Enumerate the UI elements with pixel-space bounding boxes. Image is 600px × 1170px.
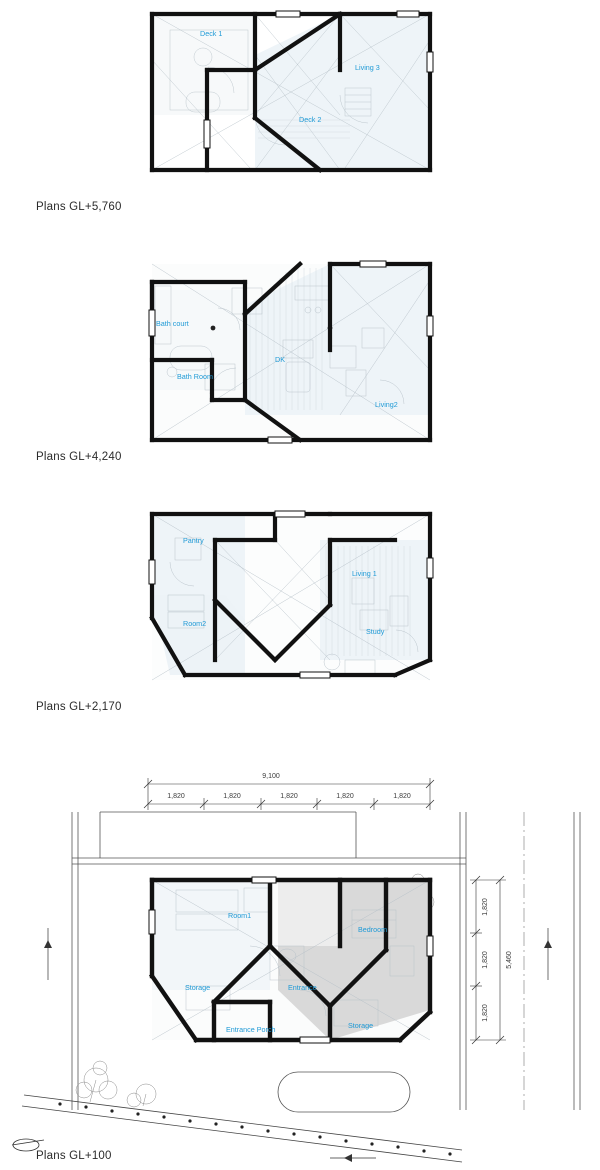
room-label-deck2: Deck 2: [299, 115, 322, 124]
plan-caption-gl-5760: Plans GL+5,760: [36, 201, 122, 213]
room-label-storage-left: Storage: [185, 983, 211, 992]
plan-caption-gl-2170: Plans GL+2,170: [36, 701, 122, 713]
room-label-study: Study: [366, 627, 385, 636]
dim-top-total: 9,100: [262, 773, 280, 780]
dim-top-seg-4: 1,820: [336, 793, 354, 800]
room-label-entrance-porch: Entrance Porch: [226, 1025, 276, 1034]
room-label-storage-right: Storage: [348, 1021, 374, 1030]
room-label-dk: DK: [275, 355, 285, 364]
room-label-living1: Living 1: [352, 569, 377, 578]
plan-gl-4240-drawing: [0, 250, 600, 480]
plan-gl-100: [0, 750, 600, 1170]
room-label-pantry: Pantry: [183, 536, 204, 545]
plan-caption-gl-4240: Plans GL+4,240: [36, 451, 122, 463]
room-label-room1: Room1: [228, 911, 252, 920]
dim-top-seg-5: 1,820: [393, 793, 411, 800]
dim-right-seg-3: 1,820: [482, 1004, 489, 1022]
section-marker-left: [44, 928, 52, 980]
room-label-bath-room: Bath Room: [177, 372, 213, 381]
plan-gl-5760-drawing: [0, 0, 600, 230]
plan-gl-5760: [0, 0, 600, 230]
section-marker-right: [544, 928, 552, 980]
room-label-bedroom: Bedroom: [358, 925, 388, 934]
plan-gl-100-drawing: [0, 750, 600, 1170]
plan-gl-2170-drawing: [0, 500, 600, 730]
plan-caption-gl-100: Plans GL+100: [36, 1150, 112, 1162]
section-marker-bottom: [330, 1154, 376, 1162]
dim-right-total: 5,460: [506, 951, 513, 969]
dim-right-seg-1: 1,820: [482, 898, 489, 916]
dim-top-seg-2: 1,820: [223, 793, 241, 800]
room-label-entrance: Entrance: [288, 983, 317, 992]
room-label-deck1: Deck 1: [200, 29, 223, 38]
room-label-bath-court: Bath court: [156, 319, 189, 328]
dim-top-seg-1: 1,820: [167, 793, 185, 800]
room-label-living3: Living 3: [355, 63, 380, 72]
dim-right-seg-2: 1,820: [482, 951, 489, 969]
plan-gl-4240: [0, 250, 600, 480]
dim-top-seg-3: 1,820: [280, 793, 298, 800]
parking-outline: [278, 1072, 410, 1112]
room-label-room2: Room2: [183, 619, 207, 628]
planting-icon-left: [76, 1061, 156, 1107]
plan-gl-2170: [0, 500, 600, 730]
room-label-living2: Living2: [375, 400, 398, 409]
